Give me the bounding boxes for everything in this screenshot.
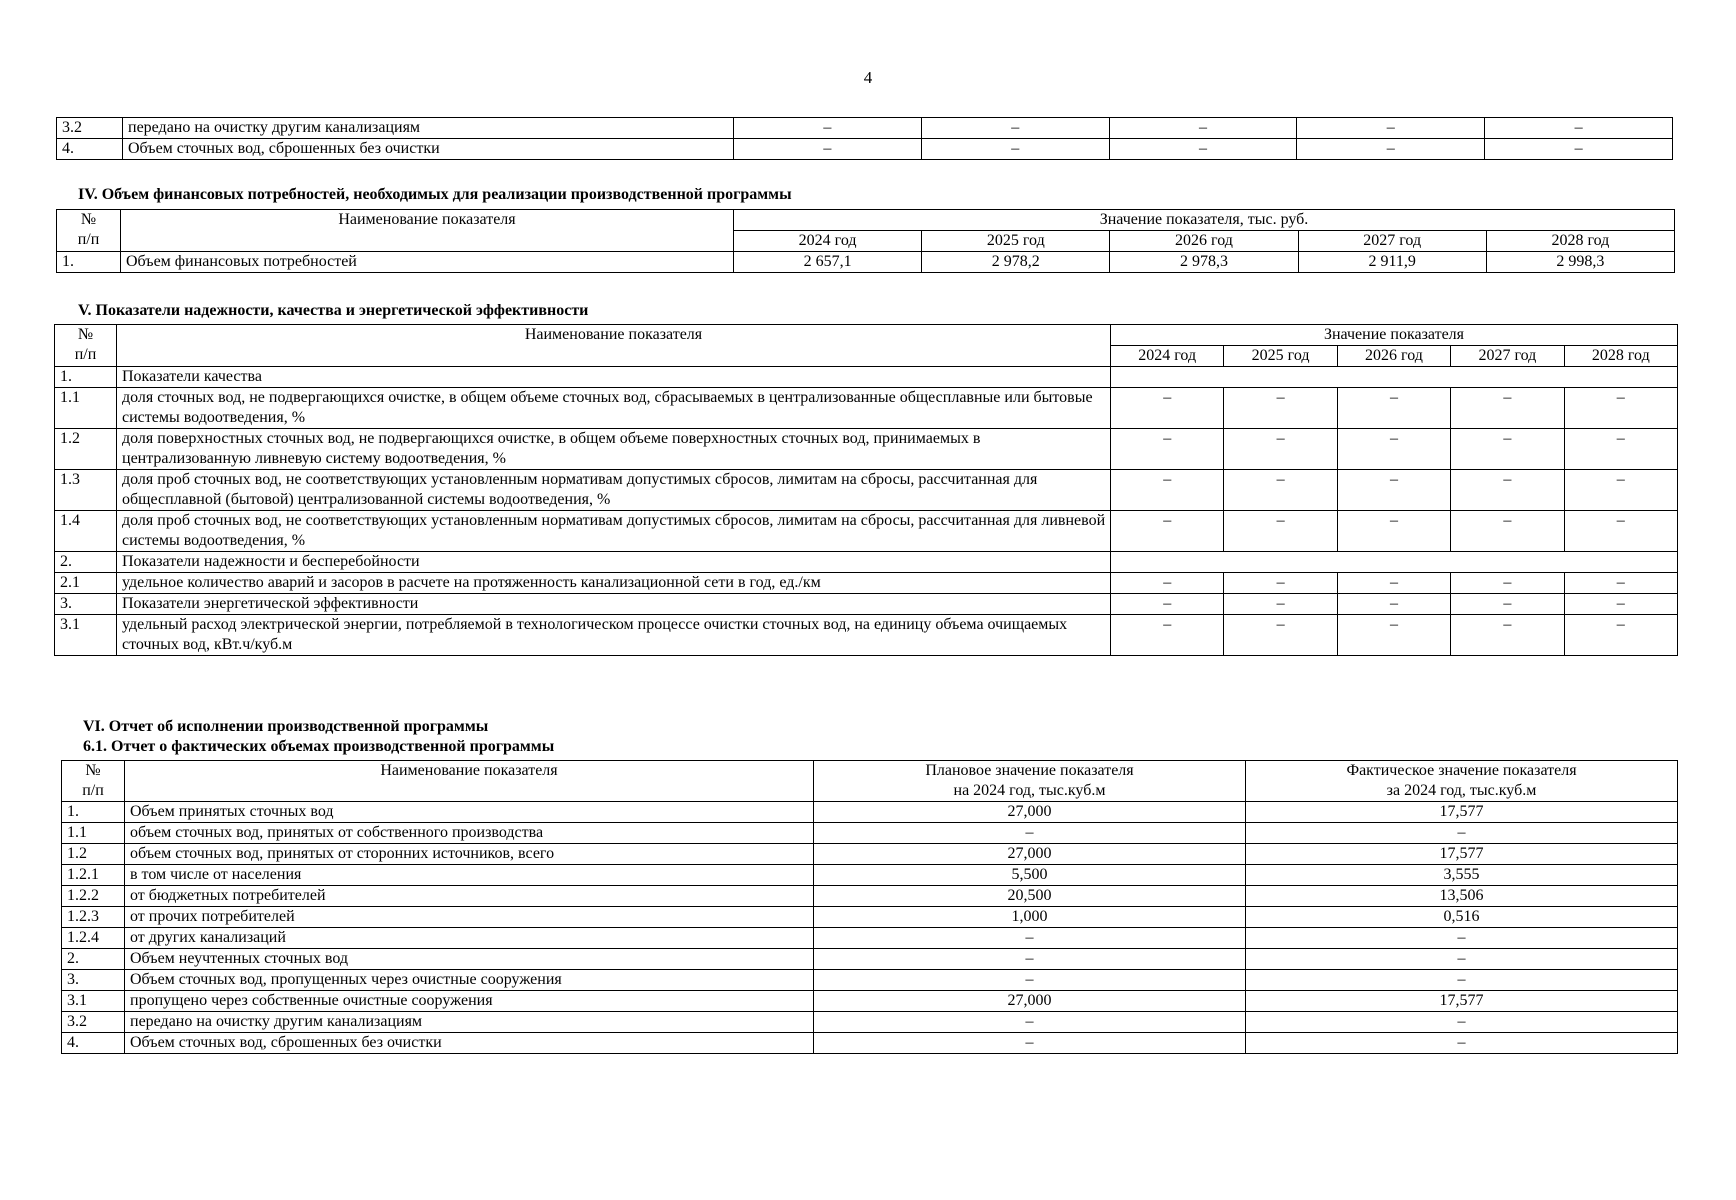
year-header: 2026 год bbox=[1337, 346, 1450, 367]
table-row bbox=[62, 844, 1678, 865]
row-name: Объем сточных вод, пропущенных через очистные сооружения bbox=[125, 970, 814, 991]
row-number: 1.3 bbox=[55, 470, 117, 511]
row-name: Объем принятых сточных вод bbox=[125, 802, 814, 823]
row-name: удельное количество аварий и засоров в расчете на протяженность канализационной сети в год, ед./км bbox=[117, 573, 1111, 594]
header-num-pp: п/п bbox=[77, 231, 100, 248]
row-name: Объем финансовых потребностей bbox=[121, 252, 734, 273]
row-number: 1.2.1 bbox=[62, 865, 125, 886]
plan-value: – bbox=[814, 823, 1246, 844]
financial-needs-table bbox=[56, 209, 1675, 273]
header-plan-line2: на 2024 год, тыс.куб.м bbox=[953, 782, 1106, 799]
row-name: Показатели качества bbox=[117, 367, 1111, 388]
row-name: пропущено через собственные очистные сооружения bbox=[125, 991, 814, 1012]
plan-value: 27,000 bbox=[814, 991, 1246, 1012]
value-cell: – bbox=[1564, 615, 1677, 656]
value-cell: – bbox=[921, 118, 1109, 139]
plan-value: – bbox=[814, 949, 1246, 970]
fact-value: 17,577 bbox=[1246, 991, 1678, 1012]
row-number: 3.1 bbox=[55, 615, 117, 656]
row-name: доля поверхностных сточных вод, не подвергающихся очистке, в общем объеме поверхностных сточных вод, принимаемых в централизованную ливневую систему водоотведения, % bbox=[117, 429, 1111, 470]
header-name: Наименование показателя bbox=[121, 210, 734, 252]
row-number: 3. bbox=[55, 594, 117, 615]
row-number: 4. bbox=[57, 139, 123, 160]
value-cell: – bbox=[1337, 388, 1450, 429]
row-number: 1. bbox=[62, 802, 125, 823]
table-row bbox=[62, 865, 1678, 886]
value-cell: 2 978,3 bbox=[1110, 252, 1298, 273]
header-num-sign: № bbox=[77, 326, 94, 343]
row-name: объем сточных вод, принятых от собственного производства bbox=[125, 823, 814, 844]
table-row bbox=[55, 429, 1678, 470]
value-cell: 2 998,3 bbox=[1486, 252, 1674, 273]
value-cell: – bbox=[1337, 429, 1450, 470]
section-6-title: VI. Отчет об исполнении производственной программы bbox=[83, 718, 489, 735]
row-name: Объем сточных вод, сброшенных без очистки bbox=[125, 1033, 814, 1054]
value-cell: – bbox=[1564, 573, 1677, 594]
section-5-title: V. Показатели надежности, качества и энергетической эффективности bbox=[78, 302, 589, 319]
year-header: 2025 год bbox=[1224, 346, 1337, 367]
value-cell: – bbox=[1111, 615, 1224, 656]
table-row bbox=[62, 802, 1678, 823]
header-num-pp: п/п bbox=[82, 782, 104, 799]
table-row bbox=[57, 252, 1675, 273]
value-cell: – bbox=[1111, 429, 1224, 470]
header-num-pp: п/п bbox=[74, 346, 97, 363]
section-6-1-subtitle: 6.1. Отчет о фактических объемах производственной программы bbox=[83, 738, 555, 755]
row-name: в том числе от населения bbox=[125, 865, 814, 886]
value-cell: – bbox=[1224, 429, 1337, 470]
header-num-sign: № bbox=[85, 762, 101, 779]
table-row bbox=[55, 511, 1678, 552]
value-cell-empty bbox=[1111, 367, 1678, 388]
value-cell: – bbox=[734, 118, 922, 139]
row-name: Показатели надежности и бесперебойности bbox=[117, 552, 1111, 573]
row-number: 3. bbox=[62, 970, 125, 991]
header-num bbox=[55, 325, 117, 367]
year-header: 2028 год bbox=[1486, 231, 1674, 252]
year-header: 2027 год bbox=[1298, 231, 1486, 252]
value-cell: – bbox=[921, 139, 1109, 160]
value-cell: – bbox=[1224, 388, 1337, 429]
plan-value: 1,000 bbox=[814, 907, 1246, 928]
row-name: передано на очистку другим канализациям bbox=[123, 118, 734, 139]
value-cell: – bbox=[1224, 511, 1337, 552]
row-number: 1. bbox=[57, 252, 121, 273]
row-number: 1.2.3 bbox=[62, 907, 125, 928]
header-num-sign: № bbox=[80, 211, 97, 228]
fact-value: – bbox=[1246, 970, 1678, 991]
header-plan-line1: Плановое значение показателя bbox=[925, 762, 1134, 779]
header-name: Наименование показателя bbox=[117, 325, 1111, 367]
plan-value: – bbox=[814, 1033, 1246, 1054]
table-row bbox=[55, 388, 1678, 429]
table-row bbox=[55, 470, 1678, 511]
value-cell: – bbox=[1337, 511, 1450, 552]
row-number: 3.2 bbox=[62, 1012, 125, 1033]
header-num bbox=[57, 210, 121, 252]
row-number: 1.4 bbox=[55, 511, 117, 552]
plan-value: – bbox=[814, 1012, 1246, 1033]
fact-value: – bbox=[1246, 949, 1678, 970]
table-row bbox=[62, 907, 1678, 928]
value-cell: – bbox=[1224, 594, 1337, 615]
fact-value: 13,506 bbox=[1246, 886, 1678, 907]
value-cell: – bbox=[1564, 470, 1677, 511]
value-cell: – bbox=[1451, 594, 1564, 615]
table-row bbox=[55, 594, 1678, 615]
row-name: от других канализаций bbox=[125, 928, 814, 949]
table-row bbox=[62, 1012, 1678, 1033]
value-cell-empty bbox=[1111, 552, 1678, 573]
table-row bbox=[57, 118, 1673, 139]
value-cell: – bbox=[1564, 594, 1677, 615]
fact-value: 0,516 bbox=[1246, 907, 1678, 928]
value-cell: – bbox=[1224, 615, 1337, 656]
value-cell: – bbox=[1337, 594, 1450, 615]
value-cell: – bbox=[1451, 470, 1564, 511]
value-cell: – bbox=[1451, 429, 1564, 470]
table-row bbox=[55, 615, 1678, 656]
year-header: 2027 год bbox=[1451, 346, 1564, 367]
row-number: 2. bbox=[55, 552, 117, 573]
header-plan bbox=[814, 761, 1246, 802]
reliability-quality-table bbox=[54, 324, 1678, 656]
value-cell: 2 657,1 bbox=[734, 252, 922, 273]
table-row bbox=[62, 970, 1678, 991]
plan-value: 5,500 bbox=[814, 865, 1246, 886]
fact-value: – bbox=[1246, 1033, 1678, 1054]
plan-value: – bbox=[814, 970, 1246, 991]
row-number: 1.2.4 bbox=[62, 928, 125, 949]
value-cell: – bbox=[1109, 118, 1297, 139]
row-number: 1.1 bbox=[62, 823, 125, 844]
row-number: 1.2.2 bbox=[62, 886, 125, 907]
year-header: 2026 год bbox=[1110, 231, 1298, 252]
header-fact-line1: Фактическое значение показателя bbox=[1346, 762, 1577, 779]
year-header: 2028 год bbox=[1564, 346, 1677, 367]
row-number: 1.2 bbox=[55, 429, 117, 470]
row-number: 1.2 bbox=[62, 844, 125, 865]
header-value: Значение показателя, тыс. руб. bbox=[734, 210, 1675, 231]
plan-value: 27,000 bbox=[814, 844, 1246, 865]
fact-value: – bbox=[1246, 1012, 1678, 1033]
table-row bbox=[62, 928, 1678, 949]
fact-value: 17,577 bbox=[1246, 802, 1678, 823]
table-row bbox=[55, 552, 1678, 573]
value-cell: – bbox=[1485, 118, 1673, 139]
fact-value: – bbox=[1246, 823, 1678, 844]
fact-value: 17,577 bbox=[1246, 844, 1678, 865]
table-row bbox=[55, 367, 1678, 388]
row-name: объем сточных вод, принятых от сторонних источников, всего bbox=[125, 844, 814, 865]
value-cell: – bbox=[1485, 139, 1673, 160]
value-cell: – bbox=[1564, 388, 1677, 429]
plan-value: 27,000 bbox=[814, 802, 1246, 823]
row-number: 1. bbox=[55, 367, 117, 388]
plan-value: 20,500 bbox=[814, 886, 1246, 907]
value-cell: – bbox=[1451, 511, 1564, 552]
value-cell: – bbox=[1297, 139, 1485, 160]
plan-value: – bbox=[814, 928, 1246, 949]
value-cell: – bbox=[1224, 470, 1337, 511]
fact-value: – bbox=[1246, 928, 1678, 949]
value-cell: – bbox=[1224, 573, 1337, 594]
year-header: 2024 год bbox=[734, 231, 922, 252]
value-cell: – bbox=[1337, 573, 1450, 594]
table-row bbox=[55, 573, 1678, 594]
section-4-title: IV. Объем финансовых потребностей, необходимых для реализации производственной программы bbox=[78, 186, 792, 203]
value-cell: – bbox=[1109, 139, 1297, 160]
table-row bbox=[62, 949, 1678, 970]
row-name: Показатели энергетической эффективности bbox=[117, 594, 1111, 615]
value-cell: 2 978,2 bbox=[922, 252, 1110, 273]
fact-value: 3,555 bbox=[1246, 865, 1678, 886]
row-number: 3.2 bbox=[57, 118, 123, 139]
row-name: удельный расход электрической энергии, потребляемой в технологическом процессе очистки сточных вод, на единицу объема очищаемых сточных вод, кВт.ч/куб.м bbox=[117, 615, 1111, 656]
value-cell: – bbox=[1451, 615, 1564, 656]
table-row bbox=[57, 139, 1673, 160]
continuation-table bbox=[56, 117, 1673, 160]
value-cell: – bbox=[1451, 388, 1564, 429]
header-fact bbox=[1246, 761, 1678, 802]
value-cell: – bbox=[1111, 594, 1224, 615]
table-row bbox=[62, 886, 1678, 907]
row-number: 1.1 bbox=[55, 388, 117, 429]
value-cell: – bbox=[1111, 388, 1224, 429]
row-name: Объем неучтенных сточных вод bbox=[125, 949, 814, 970]
production-report-table bbox=[61, 760, 1678, 1054]
row-name: Объем сточных вод, сброшенных без очистки bbox=[123, 139, 734, 160]
value-cell: – bbox=[1337, 470, 1450, 511]
value-cell: – bbox=[1564, 429, 1677, 470]
header-fact-line2: за 2024 год, тыс.куб.м bbox=[1386, 782, 1537, 799]
row-name: от бюджетных потребителей bbox=[125, 886, 814, 907]
table-row bbox=[62, 823, 1678, 844]
value-cell: – bbox=[1297, 118, 1485, 139]
table-row bbox=[62, 991, 1678, 1012]
value-cell: – bbox=[1337, 615, 1450, 656]
row-name: передано на очистку другим канализациям bbox=[125, 1012, 814, 1033]
page-number: 4 bbox=[863, 68, 873, 87]
row-number: 2.1 bbox=[55, 573, 117, 594]
row-name: от прочих потребителей bbox=[125, 907, 814, 928]
value-cell: – bbox=[734, 139, 922, 160]
value-cell: 2 911,9 bbox=[1298, 252, 1486, 273]
value-cell: – bbox=[1564, 511, 1677, 552]
year-header: 2024 год bbox=[1111, 346, 1224, 367]
value-cell: – bbox=[1111, 470, 1224, 511]
value-cell: – bbox=[1451, 573, 1564, 594]
table-row bbox=[62, 1033, 1678, 1054]
row-number: 2. bbox=[62, 949, 125, 970]
header-value: Значение показателя bbox=[1111, 325, 1678, 346]
row-number: 3.1 bbox=[62, 991, 125, 1012]
row-name: доля сточных вод, не подвергающихся очистке, в общем объеме сточных вод, сбрасываемых в централизованные общесплавные или бытовые системы водоотведения, % bbox=[117, 388, 1111, 429]
value-cell: – bbox=[1111, 511, 1224, 552]
row-name: доля проб сточных вод, не соответствующих установленным нормативам допустимых сбросов, лимитам на сбросы, рассчитанная для ливневой системы водоотведения, % bbox=[117, 511, 1111, 552]
row-number: 4. bbox=[62, 1033, 125, 1054]
year-header: 2025 год bbox=[922, 231, 1110, 252]
header-num bbox=[62, 761, 125, 802]
row-name: доля проб сточных вод, не соответствующих установленным нормативам допустимых сбросов, лимитам на сбросы, рассчитанная для общесплавной (бытовой) централизованной системы водоотведения, % bbox=[117, 470, 1111, 511]
value-cell: – bbox=[1111, 573, 1224, 594]
header-name: Наименование показателя bbox=[125, 761, 814, 802]
